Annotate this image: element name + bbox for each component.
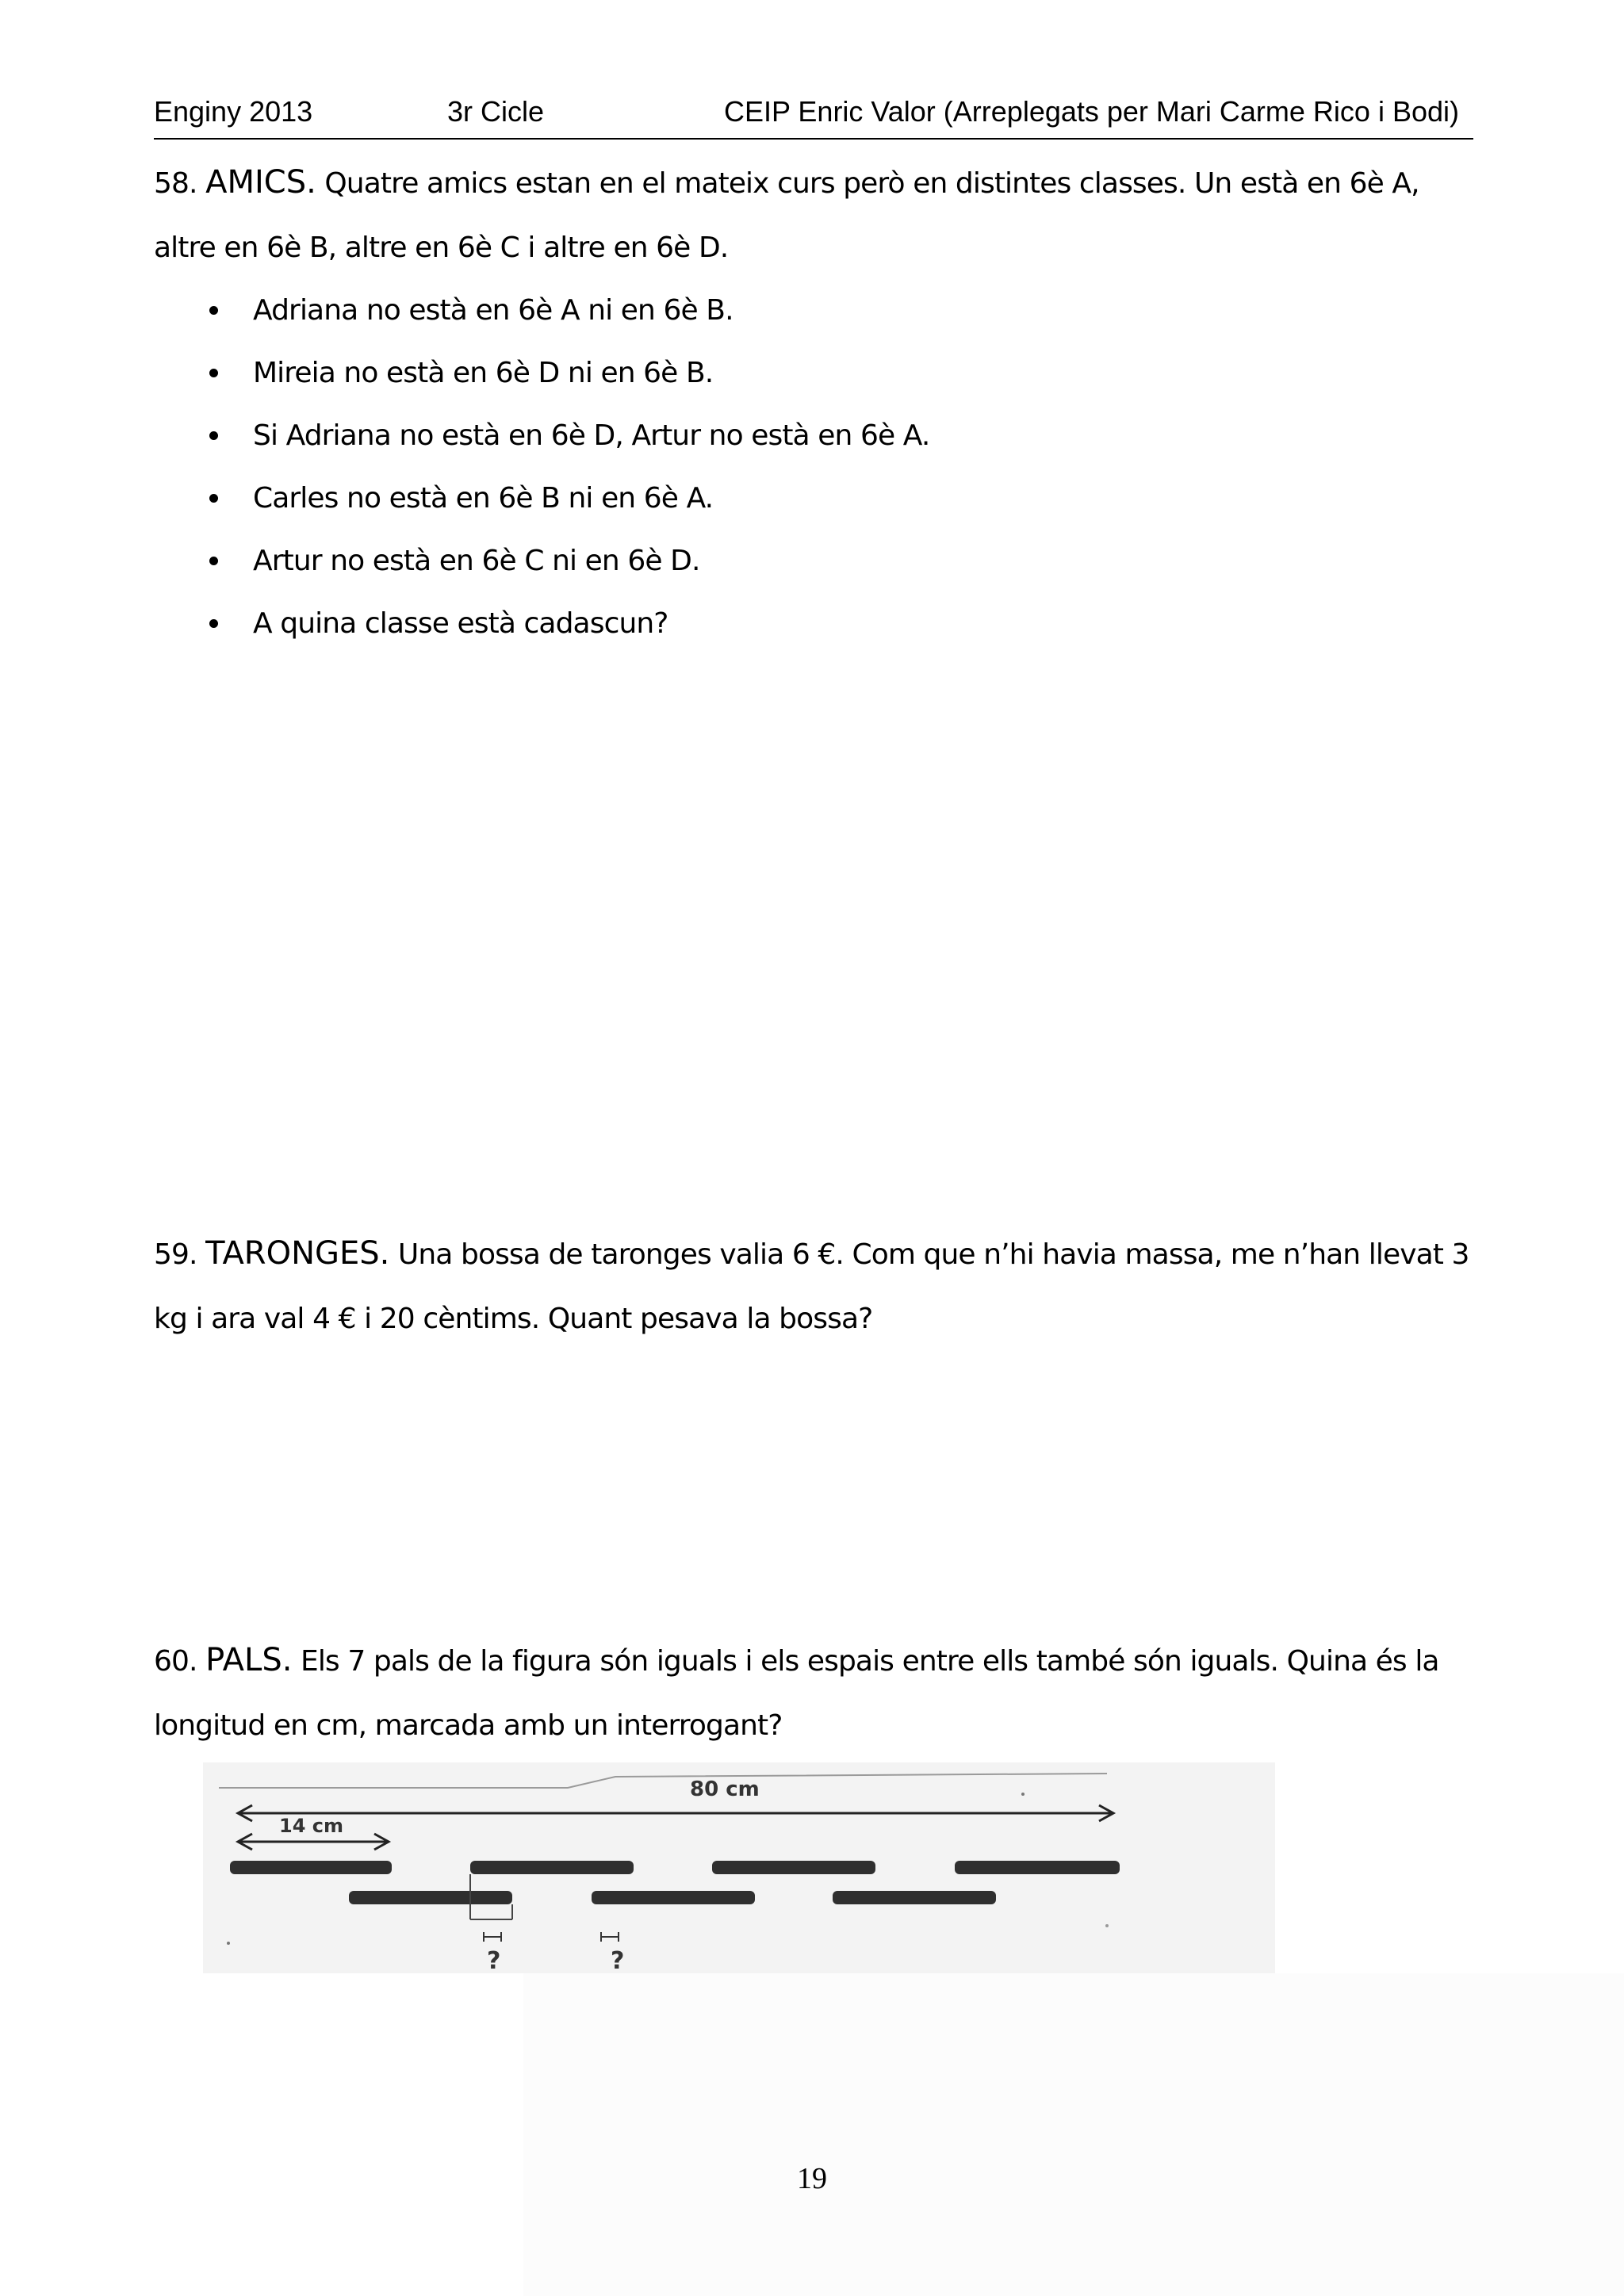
clue-text: Carles no està en 6è B ni en 6è A. bbox=[253, 482, 714, 515]
scan-shading bbox=[523, 1973, 1624, 2296]
clue-item bbox=[154, 530, 929, 592]
clue-item bbox=[154, 467, 929, 530]
problem-60-statement bbox=[154, 1628, 1473, 1758]
scan-speck bbox=[1021, 1793, 1025, 1796]
problem-60-number: 60. bbox=[154, 1645, 197, 1678]
unknown-label: ? bbox=[487, 1947, 501, 1973]
problem-59-statement bbox=[154, 1222, 1473, 1351]
bullet-icon bbox=[209, 306, 218, 315]
bullet-icon bbox=[209, 431, 218, 440]
stick bbox=[592, 1891, 755, 1904]
problem-58-statement bbox=[154, 151, 1473, 280]
unknown-gap-marker bbox=[601, 1932, 619, 1942]
clue-item bbox=[154, 279, 929, 342]
stick bbox=[833, 1891, 996, 1904]
scan-edge-line bbox=[219, 1774, 1107, 1788]
clue-item bbox=[154, 404, 929, 467]
stick-length-label: 14 cm bbox=[279, 1815, 343, 1837]
stick bbox=[955, 1861, 1120, 1874]
bullet-icon bbox=[209, 619, 218, 628]
scan-speck bbox=[227, 1942, 230, 1945]
header-title: Enginy 2013 bbox=[154, 95, 313, 128]
unknown-label: ? bbox=[611, 1947, 625, 1973]
bullet-icon bbox=[209, 557, 218, 565]
stick bbox=[349, 1891, 512, 1904]
problem-58-number: 58. bbox=[154, 167, 197, 200]
clue-text: Artur no està en 6è C ni en 6è D. bbox=[253, 545, 700, 577]
problem-59-text: Una bossa de taronges valia 6 €. Com que n’hi havia massa, me n’han llevat 3 kg i ara val 4 € i 20 cèntims. Quant pesava la bossa? bbox=[154, 1238, 1469, 1335]
problem-58-title: AMICS. bbox=[205, 164, 316, 201]
bullet-icon bbox=[209, 369, 218, 377]
header-cycle: 3r Cicle bbox=[447, 95, 545, 128]
clue-text: A quina classe està cadascun? bbox=[253, 607, 668, 640]
scan-speck bbox=[1105, 1924, 1109, 1927]
problem-59-title: TARONGES. bbox=[205, 1235, 390, 1272]
problem-58-text: Quatre amics estan en el mateix curs però en distintes classes. Un està en 6è A, altre en 6è B, altre en 6è C i altre en 6è D. bbox=[154, 167, 1419, 264]
clue-text: Adriana no està en 6è A ni en 6è B. bbox=[253, 294, 733, 327]
total-length-label: 80 cm bbox=[690, 1777, 760, 1801]
problem-60-text: Els 7 pals de la figura són iguals i els espais entre ells també són iguals. Quina és la longitud en cm, marcada amb un interrogant? bbox=[154, 1645, 1439, 1742]
problem-58-clues bbox=[154, 279, 929, 655]
problem-59-number: 59. bbox=[154, 1238, 197, 1271]
clue-item bbox=[154, 342, 929, 404]
clue-item bbox=[154, 592, 929, 655]
total-length-arrow bbox=[238, 1805, 1113, 1821]
unknown-gap-marker bbox=[484, 1932, 501, 1942]
stick bbox=[230, 1861, 392, 1874]
bullet-icon bbox=[209, 494, 218, 503]
header-school: CEIP Enric Valor (Arreplegats per Mari Carme Rico i Bodi) bbox=[724, 95, 1459, 128]
stick bbox=[470, 1861, 634, 1874]
sticks-figure bbox=[203, 1762, 1275, 1973]
stick bbox=[712, 1861, 875, 1874]
sticks-diagram bbox=[203, 1762, 1275, 1973]
clue-text: Si Adriana no està en 6è D, Artur no està en 6è A. bbox=[253, 419, 930, 452]
clue-text: Mireia no està en 6è D ni en 6è B. bbox=[253, 357, 714, 389]
page-number: 19 bbox=[797, 2162, 827, 2195]
page-header bbox=[154, 94, 1473, 140]
problem-60-title: PALS. bbox=[205, 1642, 293, 1678]
